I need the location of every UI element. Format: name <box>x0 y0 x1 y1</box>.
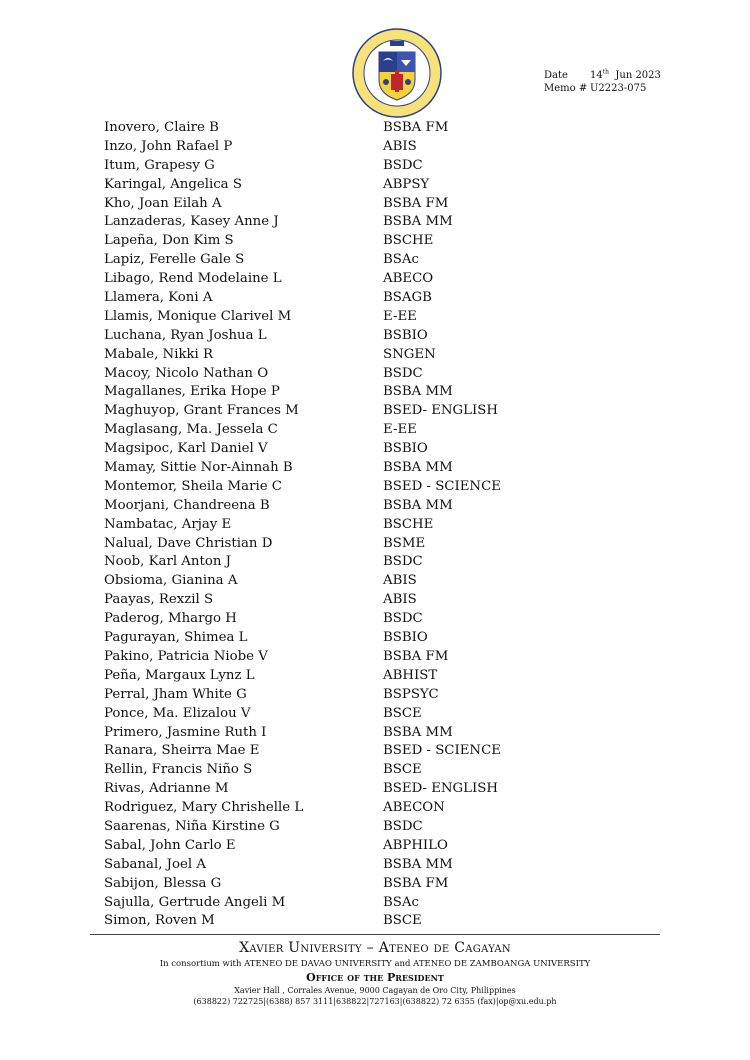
list-item <box>104 818 624 837</box>
student-program: ABIS <box>383 592 417 608</box>
list-item <box>104 780 624 799</box>
list-item <box>104 742 624 761</box>
student-program: BSBIO <box>383 327 428 343</box>
list-item <box>104 176 624 195</box>
student-name: Lapiz, Ferelle Gale S <box>104 252 245 268</box>
student-name: Inovero, Claire B <box>104 120 219 135</box>
student-program: BSBA MM <box>383 214 453 230</box>
list-item <box>104 251 624 270</box>
student-program: BSBA MM <box>383 724 453 740</box>
list-item <box>104 119 624 138</box>
student-name: Sabal, John Carlo E <box>104 837 236 853</box>
list-item <box>104 327 624 346</box>
student-name: Sabanal, Joel A <box>104 856 206 872</box>
student-name: Simon, Roven M <box>104 913 215 929</box>
student-program: BSED - SCIENCE <box>383 478 501 494</box>
memo-value: U2223-075 <box>590 83 647 94</box>
student-name: Sajulla, Gertrude Angeli M <box>104 894 286 910</box>
student-name: Rodriguez, Mary Chrishelle L <box>104 800 304 816</box>
student-program: BSDC <box>383 365 423 381</box>
date-suffix: th <box>602 68 610 76</box>
student-program: ABPSY <box>383 176 430 192</box>
student-name: Perral, Jham White G <box>104 686 247 702</box>
student-name: Lapeña, Don Kim S <box>104 233 234 249</box>
student-name: Obsioma, Gianina A <box>104 573 238 589</box>
student-program: BSBA FM <box>383 120 449 135</box>
list-item <box>104 705 624 724</box>
list-item <box>104 440 624 459</box>
list-item <box>104 195 624 214</box>
list-item <box>104 270 624 289</box>
student-program: BSCHE <box>383 233 434 249</box>
student-program: BSCE <box>383 762 422 778</box>
list-item <box>104 553 624 572</box>
memo-meta <box>544 69 661 95</box>
student-name: Inzo, John Rafael P <box>104 138 233 154</box>
list-item <box>104 497 624 516</box>
student-program: BSCE <box>383 705 422 721</box>
list-item <box>104 289 624 308</box>
student-name: Mabale, Nikki R <box>104 346 214 362</box>
list-item <box>104 535 624 554</box>
student-program: BSBA MM <box>383 460 453 476</box>
list-item <box>104 478 624 497</box>
list-item <box>104 799 624 818</box>
list-item <box>104 686 624 705</box>
list-item <box>104 232 624 251</box>
student-program: ABECON <box>383 800 445 816</box>
date-day: 14 <box>590 70 603 81</box>
list-item <box>104 837 624 856</box>
student-program: BSPSYC <box>383 686 439 702</box>
student-program: BSED- ENGLISH <box>383 781 498 797</box>
student-name: Itum, Grapesy G <box>104 157 215 173</box>
list-item <box>104 912 624 931</box>
date-row <box>544 69 661 82</box>
list-item <box>104 724 624 743</box>
student-name: Paderog, Mhargo H <box>104 611 237 627</box>
list-item <box>104 761 624 780</box>
student-name: Nambatac, Arjay E <box>104 516 232 532</box>
student-name: Nalual, Dave Christian D <box>104 535 273 551</box>
footer-office: Office of the President <box>306 971 444 984</box>
student-name: Primero, Jasmine Ruth I <box>104 724 267 740</box>
list-item <box>104 856 624 875</box>
list-item <box>104 383 624 402</box>
student-program: BSDC <box>383 157 423 173</box>
student-program: BSBA MM <box>383 384 453 400</box>
date-label: Date <box>544 70 568 81</box>
student-name: Karingal, Angelica S <box>104 176 242 192</box>
student-name: Rivas, Adrianne M <box>104 781 229 797</box>
student-name: Kho, Joan Eilah A <box>104 195 222 211</box>
student-name: Ponce, Ma. Elizalou V <box>104 705 251 721</box>
student-program: BSAGB <box>383 290 432 306</box>
student-program: BSBA MM <box>383 856 453 872</box>
student-program: ABHIST <box>383 667 438 683</box>
student-name: Pagurayan, Shimea L <box>104 630 248 646</box>
footer-title: Xavier University – Ateneo de Cagayan <box>239 940 511 956</box>
student-program: BSAc <box>383 894 419 910</box>
student-name: Moorjani, Chandreena B <box>104 497 270 513</box>
student-name: Ranara, Sheirra Mae E <box>104 743 260 759</box>
student-name: Macoy, Nicolo Nathan O <box>104 365 269 381</box>
list-item <box>104 421 624 440</box>
student-name: Paayas, Rexzil S <box>104 592 214 608</box>
student-program: BSBIO <box>383 630 428 646</box>
student-program: BSBA FM <box>383 195 449 211</box>
student-name: Luchana, Ryan Joshua L <box>104 327 267 343</box>
list-item <box>104 894 624 913</box>
student-name: Montemor, Sheila Marie C <box>104 478 282 494</box>
student-program: BSED- ENGLISH <box>383 403 498 419</box>
student-name: Sabijon, Blessa G <box>104 875 222 891</box>
student-program: ABPHILO <box>383 837 448 853</box>
list-item <box>104 591 624 610</box>
student-name: Rellin, Francis Niño S <box>104 762 253 778</box>
student-program: ABIS <box>383 573 417 589</box>
student-name: Maglasang, Ma. Jessela C <box>104 422 278 438</box>
student-program: ABECO <box>383 271 434 287</box>
list-item <box>104 516 624 535</box>
list-item <box>104 629 624 648</box>
list-item <box>104 308 624 327</box>
footer-divider <box>90 934 660 935</box>
student-program: BSCHE <box>383 516 434 532</box>
student-name: Saarenas, Niña Kirstine G <box>104 818 280 834</box>
list-item <box>104 648 624 667</box>
list-item <box>104 459 624 478</box>
date-rest: Jun 2023 <box>615 70 661 81</box>
footer-consortium: In consortium with ATENEO DE DAVAO UNIVERSITY and ATENEO DE ZAMBOANGA UNIVERSITY <box>159 959 591 969</box>
student-name: Pakino, Patricia Niobe V <box>104 648 268 664</box>
student-program: BSDC <box>383 818 423 834</box>
list-item <box>104 402 624 421</box>
list-item <box>104 138 624 157</box>
student-program: BSBA FM <box>383 648 449 664</box>
footer-address: Xavier Hall , Corrales Avenue, 9000 Cagayan de Oro City, Philippines <box>234 986 516 995</box>
list-item <box>104 875 624 894</box>
student-name: Maghuyop, Grant Frances M <box>104 403 299 419</box>
student-program: BSBA MM <box>383 497 453 513</box>
student-program: BSBA FM <box>383 875 449 891</box>
date-value <box>590 69 661 82</box>
student-program: BSME <box>383 535 426 551</box>
student-name: Magallanes, Erika Hope P <box>104 384 280 400</box>
student-name: Peña, Margaux Lynz L <box>104 667 255 683</box>
list-item <box>104 365 624 384</box>
student-program: BSAc <box>383 252 419 268</box>
student-name: Lanzaderas, Kasey Anne J <box>104 214 279 230</box>
student-name: Libago, Rend Modelaine L <box>104 271 282 287</box>
memo-label: Memo # <box>544 83 588 94</box>
letterhead-footer <box>90 936 660 1007</box>
student-name: Mamay, Sittie Nor-Ainnah B <box>104 460 293 476</box>
student-program: BSED - SCIENCE <box>383 743 501 759</box>
student-program: SNGEN <box>383 346 436 362</box>
list-item <box>104 572 624 591</box>
list-item <box>104 346 624 365</box>
list-item <box>104 667 624 686</box>
student-list <box>104 119 624 931</box>
student-program: BSDC <box>383 554 423 570</box>
student-program: E-EE <box>383 308 417 324</box>
student-program: ABIS <box>383 138 417 154</box>
student-name: Llamis, Monique Clarivel M <box>104 308 292 324</box>
student-program: BSBIO <box>383 441 428 457</box>
university-seal-logo <box>352 28 442 118</box>
list-item <box>104 610 624 629</box>
student-name: Magsipoc, Karl Daniel V <box>104 441 268 457</box>
list-item <box>104 157 624 176</box>
student-program: BSDC <box>383 611 423 627</box>
student-name: Noob, Karl Anton J <box>104 554 231 570</box>
footer-phones: (638822) 722725|(6388) 857 3111|638822|727163|(638822) 72 6355 (fax)|op@xu.edu.ph <box>193 997 557 1006</box>
list-item <box>104 213 624 232</box>
student-name: Llamera, Koni A <box>104 290 213 306</box>
memo-row <box>544 82 661 95</box>
student-program: E-EE <box>383 422 417 438</box>
student-program: BSCE <box>383 913 422 929</box>
